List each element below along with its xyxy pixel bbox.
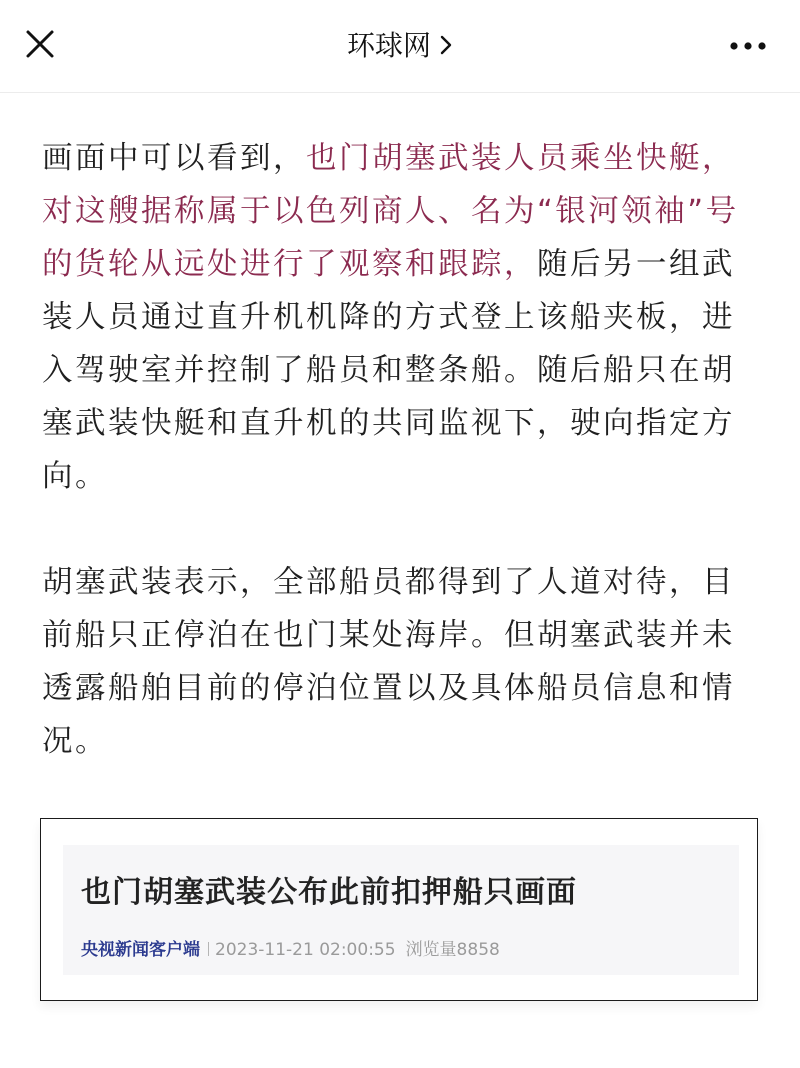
top-navigation-bar	[0, 0, 800, 93]
article-body	[42, 132, 762, 768]
card-content	[63, 845, 739, 975]
card-datetime: 2023-11-21 02:00:55	[215, 940, 396, 960]
more-options-button[interactable]	[728, 30, 768, 62]
paragraph-text: 画面中可以看到，	[42, 141, 306, 176]
card-meta	[81, 935, 500, 960]
chevron-right-icon	[439, 27, 453, 67]
paragraph-text: 随后另一组武装人员通过直升机机降的方式登上该船夹板，进入驾驶室并控制了船员和整条船。随后船只在胡塞武装快艇和直升机的共同监视下，驶向指定方向。	[42, 247, 735, 494]
article-paragraph-1	[42, 132, 762, 503]
article-paragraph-2: 胡塞武装表示，全部船员都得到了人道对待，目前船只正停泊在也门某处海岸。但胡塞武装并未透露船舶目前的停泊位置以及具体船员信息和情况。	[42, 565, 735, 759]
more-dots-icon	[728, 30, 768, 62]
account-title-button[interactable]	[0, 26, 800, 67]
card-title: 也门胡塞武装公布此前扣押船只画面	[81, 875, 577, 910]
related-article-card[interactable]	[40, 818, 758, 1001]
account-title: 环球网	[346, 29, 431, 62]
highlighted-text: 也门胡塞武装人员乘坐快艇，对这艘据称属于以色列商人、名为“银河领袖”号的货轮从远处进行了观察和跟踪，	[42, 141, 739, 282]
meta-divider	[208, 942, 209, 956]
card-source: 央视新闻客户端	[81, 940, 200, 960]
card-views: 浏览量8858	[405, 940, 500, 960]
